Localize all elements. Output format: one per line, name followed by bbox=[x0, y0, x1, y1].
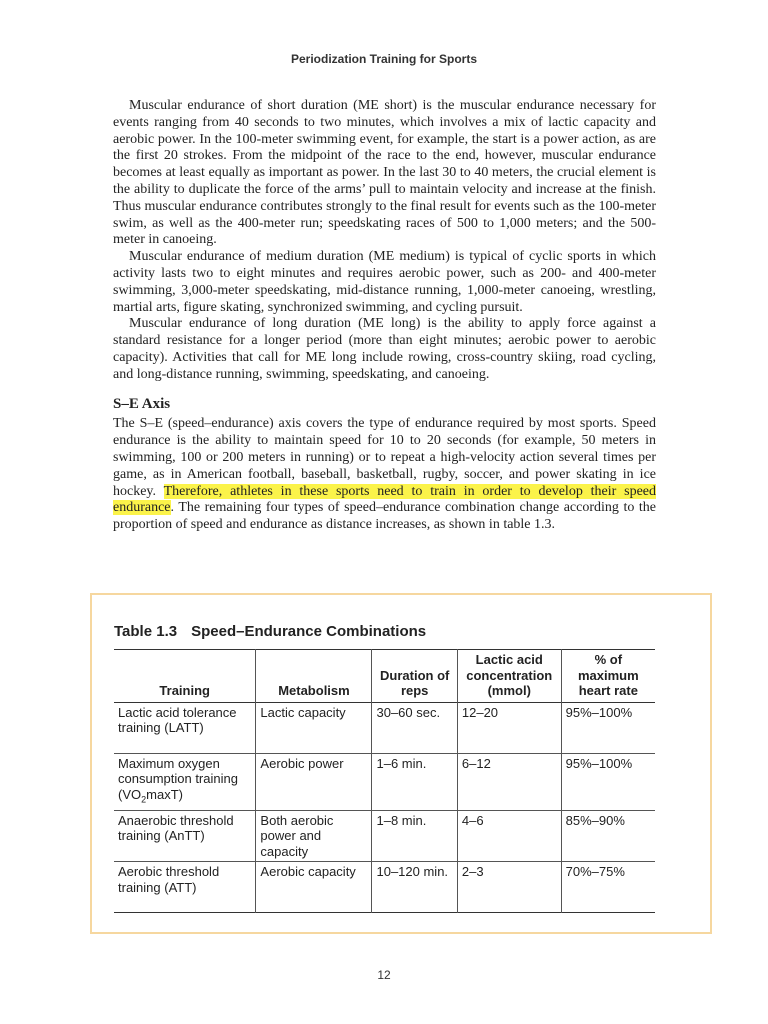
paragraph-me-short: Muscular endurance of short duration (ME short) is the muscular endurance necessary for events ranging from 40 seconds to two minutes, which involves a mix of lactic capacity and aerobic power. In the 100-meter swimming event, for example, the start is a power action, as are the first 20 strokes. From the midpoint of the race to the end, however, muscular endurance becomes at least equally as important as power. In the last 30 to 40 meters, the crucial element is the ability to duplicate the force of the arms’ pull to maintain velocity and increase at the finish. Thus muscular endurance contributes strongly to the final result for events such as the 100-meter swim, as well as the 400-meter run; speedskating races of 500 to 1,000 meters; and the 500-meter in canoeing. bbox=[113, 98, 656, 248]
paragraph-me-medium: Muscular endurance of medium duration (ME medium) is typical of cyclic sports in which activity lasts two to eight minutes and requires aerobic power, such as 200- and 400-meter swimming, 3,000-meter speedskating, mid-distance running, 1,000-meter canoeing, wrestling, martial arts, figure skating, synchronized swimming, and cycling pursuit. bbox=[113, 249, 656, 315]
cell-training: Anaerobic threshold training (AnTT) bbox=[114, 810, 256, 862]
paragraph-se-axis-text-end: . The remaining four types of speed–endurance combination change according to the proportion of speed and endurance as distance increases, as shown in table 1.3. bbox=[113, 500, 656, 533]
table-title-text: Speed–Endurance Combinations bbox=[191, 623, 427, 640]
paragraph-me-long: Muscular endurance of long duration (ME long) is the ability to apply force against a standard resistance for a longer period (more than eight minutes; aerobic power to aerobic capacity). Activities that call for ME long include rowing, cross-country skiing, road cycling, and long-distance running, swimming, speedskating, and canoeing. bbox=[113, 316, 656, 382]
cell-metabolism: Aerobic capacity bbox=[256, 862, 372, 913]
header-heart-rate: % of maximum heart rate bbox=[561, 650, 655, 703]
page-number: 12 bbox=[377, 968, 391, 982]
cell-metabolism: Aerobic power bbox=[256, 753, 372, 810]
cell-training-text-end: maxT) bbox=[146, 786, 183, 802]
cell-duration: 30–60 sec. bbox=[372, 702, 457, 753]
table-row bbox=[114, 702, 655, 753]
header-training: Training bbox=[114, 650, 256, 703]
cell-lactic: 2–3 bbox=[457, 862, 561, 913]
table-header-row bbox=[114, 650, 655, 703]
cell-training-text: Maximum oxygen consumption training (VO bbox=[118, 755, 238, 802]
header-metabolism: Metabolism bbox=[256, 650, 372, 703]
cell-metabolism: Both aerobic power and capacity bbox=[256, 810, 372, 862]
header-duration: Duration of reps bbox=[372, 650, 457, 703]
cell-duration: 10–120 min. bbox=[372, 862, 457, 913]
cell-duration: 1–6 min. bbox=[372, 753, 457, 810]
cell-lactic: 12–20 bbox=[457, 702, 561, 753]
running-head: Periodization Training for Sports bbox=[290, 52, 477, 66]
cell-lactic: 4–6 bbox=[457, 810, 561, 862]
cell-heart-rate: 95%–100% bbox=[561, 702, 655, 753]
cell-training: Aerobic threshold training (ATT) bbox=[114, 862, 256, 913]
cell-heart-rate: 95%–100% bbox=[561, 753, 655, 810]
speed-endurance-table bbox=[114, 649, 655, 913]
subscript: 2 bbox=[141, 794, 147, 805]
table-number: Table 1.3 bbox=[114, 623, 178, 640]
table-title bbox=[114, 623, 426, 640]
cell-training: Lactic acid tolerance training (LATT) bbox=[114, 702, 256, 753]
cell-heart-rate: 85%–90% bbox=[561, 810, 655, 862]
paragraph-se-axis-text: The S–E (speed–endurance) axis covers the type of endurance required by most sports. Speed endurance is the ability to maintain speed for 10 to 20 seconds (for example, 50 meters in swimming, 100 or 200 meters in running) or to repeat a high-velocity action several times per game, as in American football, baseball, basketball, rugby, soccer, and power skating in ice hockey. bbox=[113, 416, 656, 499]
highlighted-text: Therefore, athletes in these sports need to train in order to develop their speed endurance bbox=[113, 483, 656, 516]
cell-duration: 1–8 min. bbox=[372, 810, 457, 862]
body-text bbox=[113, 98, 656, 534]
cell-metabolism: Lactic capacity bbox=[256, 702, 372, 753]
section-heading: S–E Axis bbox=[113, 395, 171, 412]
cell-lactic: 6–12 bbox=[457, 753, 561, 810]
header-lactic: Lactic acid concentration (mmol) bbox=[457, 650, 561, 703]
cell-training bbox=[114, 753, 256, 810]
paragraph-se-axis bbox=[113, 416, 656, 534]
table-row bbox=[114, 862, 655, 913]
table-row bbox=[114, 753, 655, 810]
table-box bbox=[90, 593, 712, 934]
table-row bbox=[114, 810, 655, 862]
cell-heart-rate: 70%–75% bbox=[561, 862, 655, 913]
